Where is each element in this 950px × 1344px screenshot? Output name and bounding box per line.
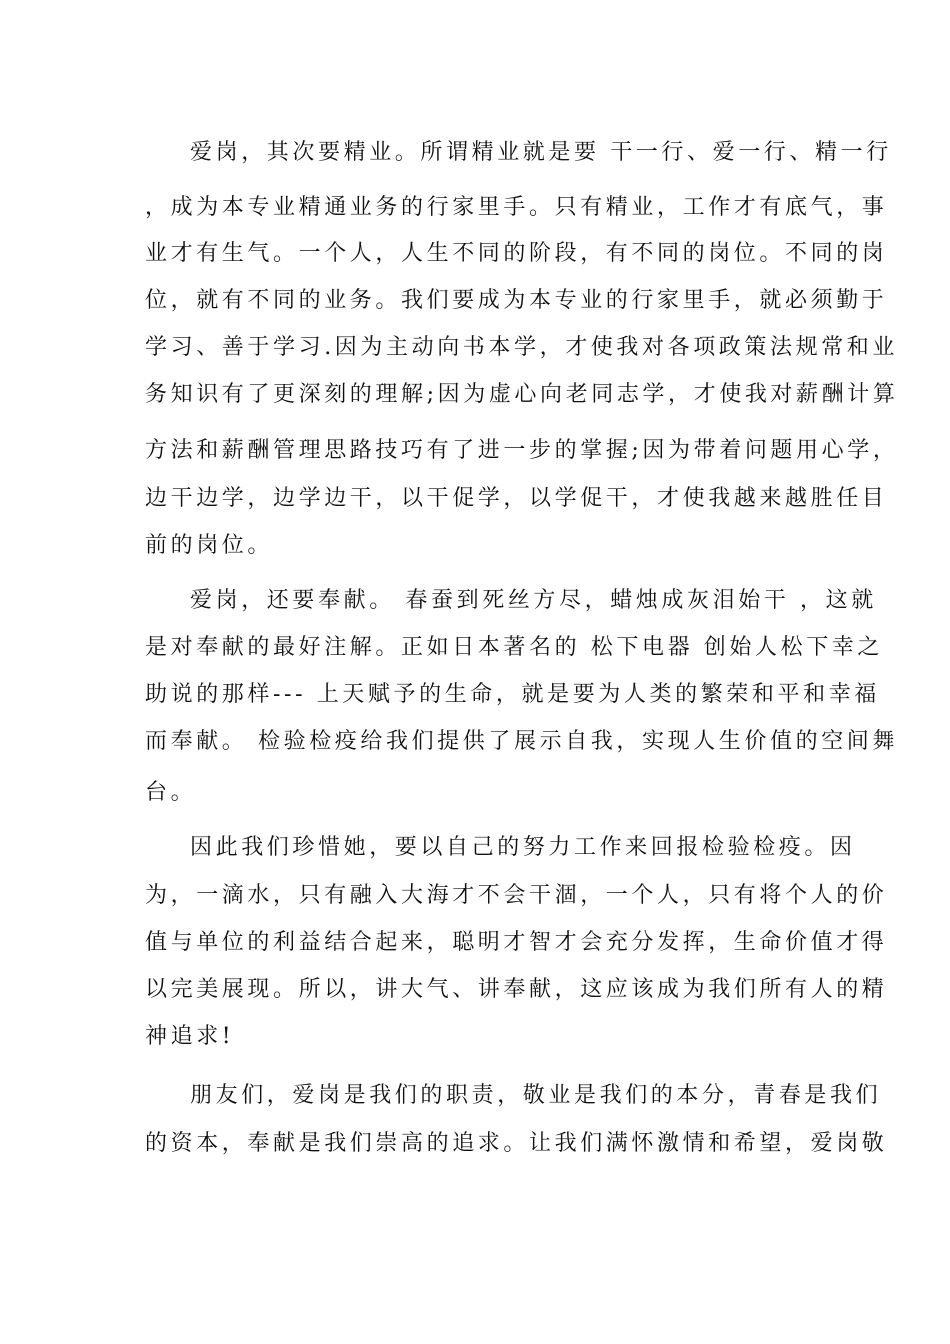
text-line: 边干边学，边学边干，以干促学，以学促干，才使我越来越胜任目 xyxy=(145,486,888,511)
text-line: 是对奉献的最好注解。正如日本著名的 松下电器 创始人松下幸之 xyxy=(145,635,883,660)
text-line: 助说的那样--- 上天赋予的生命，就是要为人类的繁荣和平和幸福 xyxy=(145,682,880,707)
text-line: 的资本，奉献是我们崇高的追求。让我们满怀激情和希望，爱岗敬 xyxy=(145,1131,888,1156)
text-line: 值与单位的利益结合起来，聪明才智才会充分发挥，生命价值才得 xyxy=(145,930,888,955)
text-line: 因此我们珍惜她，要以自己的努力工作来回报检验检疫。因 xyxy=(190,835,856,860)
text-line: ，成为本专业精通业务的行家里手。只有精业，工作才有底气，事 xyxy=(145,195,888,220)
text-line: 前的岗位。 xyxy=(145,533,274,558)
text-line: 务知识有了更深刻的理解;因为虚心向老同志学，才使我对薪酬计算 xyxy=(145,382,899,407)
text-line: 朋友们，爱岗是我们的职责，敬业是我们的本分，青春是我们 xyxy=(190,1083,882,1108)
text-line: 爱岗，其次要精业。所谓精业就是要 干一行、爱一行、精一行 xyxy=(190,140,892,165)
text-line: 以完美展现。所以，讲大气、讲奉献，这应该成为我们所有人的精 xyxy=(145,977,888,1002)
text-line: 神追求! xyxy=(145,1024,235,1049)
text-line: 为，一滴水，只有融入大海才不会干涸，一个人，只有将个人的价 xyxy=(145,883,888,908)
text-line: 位，就有不同的业务。我们要成为本专业的行家里手，就必须勤于 xyxy=(145,288,888,313)
text-line: 而奉献。 检验检疫给我们提供了展示自我，实现人生价值的空间舞 xyxy=(145,729,898,754)
text-line: 方法和薪酬管理思路技巧有了进一步的掌握;因为带着问题用心学， xyxy=(145,438,899,463)
text-line: 学习、善于学习.因为主动向书本学，才使我对各项政策法规常和业 xyxy=(145,335,898,360)
text-line: 台。 xyxy=(145,780,197,805)
text-line: 业才有生气。一个人，人生不同的阶段，有不同的岗位。不同的岗 xyxy=(145,241,888,266)
text-line: 爱岗，还要奉献。 春蚕到死丝方尽，蜡烛成灰泪始干 ，这就 xyxy=(190,588,877,613)
